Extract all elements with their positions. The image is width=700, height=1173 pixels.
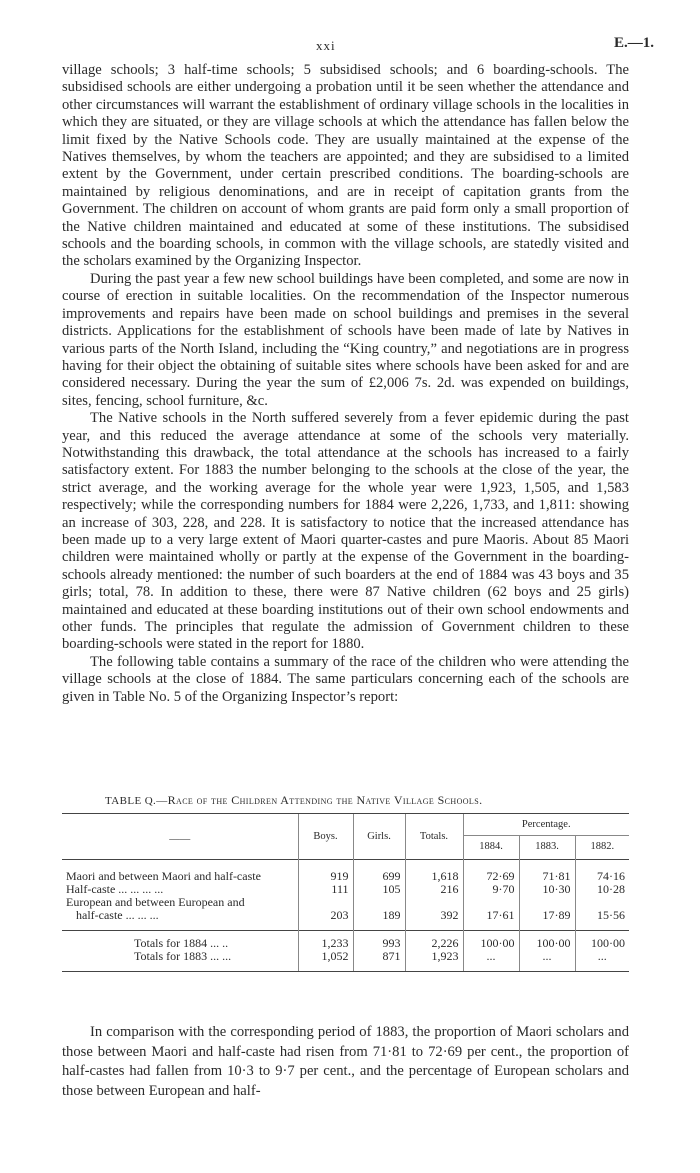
total-label: Totals for 1883 ... ... xyxy=(62,950,298,972)
cell-pct-1883: 71·81 xyxy=(519,860,575,884)
cell-pct-1882: ... xyxy=(575,950,629,972)
header-year: 1884. xyxy=(463,836,519,860)
cell-totals: 1,923 xyxy=(405,950,463,972)
row-label-line: half-caste ... ... ... xyxy=(76,908,159,922)
paragraph: The Native schools in the North suffered severely from a fever epidemic during the past year, and this reduced the average attendance at some of the schools very materially. Notwithstanding this drawback, the total attendance at the schools has increased to a fairly satisfactory extent. For 1883 the number belonging to the schools at the close of the year, the strict average, and the working average for the whole year were 1,923, 1,505, and 1,583 respectively; while the corresponding numbers for 1884 were 2,226, 1,733, and 1,811: showing an increase of 303, 228, and 228. It is satisfactory to notice that the increased attendance has been made up to a very large extent of Maori quarter-castes and pure Maoris. About 85 Maori children were maintained wholly or partly at the expense of the Government in the boarding-schools already mentioned: the number of such boarders at the end of 1884 was 43 boys and 35 girls; total, 78. In addition to these, there were 87 Native children (62 boys and 25 girls) maintained and educated at these boarding institutions out of their own school endowments and other funds. The principles that regulate the admission of Government children to these boarding-schools were stated in the report for 1880. xyxy=(62,410,629,653)
cell-totals: 1,618 xyxy=(405,860,463,884)
cell-totals: 2,226 xyxy=(405,931,463,951)
cell-pct-1884: 100·00 xyxy=(463,931,519,951)
cell-girls: 105 xyxy=(353,883,405,896)
row-label: Half-caste ... ... ... ... xyxy=(66,882,164,896)
cell-girls: 189 xyxy=(353,896,405,931)
cell-pct-1882: 100·00 xyxy=(575,931,629,951)
closing-text xyxy=(62,1023,629,1101)
row-label: Maori and between Maori and half-caste xyxy=(62,860,298,884)
cell-pct-1882: 15·56 xyxy=(575,896,629,931)
header-dash: —— xyxy=(62,814,298,860)
cell-pct-1883: 10·30 xyxy=(519,883,575,896)
cell-girls: 993 xyxy=(353,931,405,951)
paragraph: The following table contains a summary of the race of the children who were attending the village schools at the close of 1884. The same particulars concerning each of the schools are given in Table No. 5 of the Organizing Inspector’s report: xyxy=(62,653,629,705)
cell-pct-1883: 17·89 xyxy=(519,896,575,931)
cell-pct-1883: 100·00 xyxy=(519,931,575,951)
paragraph: In comparison with the corresponding period of 1883, the proportion of Maori scholars and those between Maori and half-caste had risen from 71·81 to 72·69 per cent., the proportion of half-castes had fallen from 10·3 to 9·7 per cent., and the percentage of European scholars and those between European and half- xyxy=(62,1024,629,1099)
table-caption-label: TABLE Q.— xyxy=(105,795,168,807)
cell-pct-1882: 10·28 xyxy=(575,883,629,896)
cell-pct-1884: 72·69 xyxy=(463,860,519,884)
paragraph: village schools; 3 half-time schools; 5 subsidised schools; and 6 boarding-schools. The subsidised schools are either undergoing a probation until it be seen whether the attendance and other circumstances will warrant the establishment of ordinary village schools in the localities in which they are situated, or they are village schools at which the attendance has fallen below the limit fixed by the Native Schools code. They are usually maintained at the expense of the Natives themselves, by whom the teachers are appointed; and they are subsidised to a limited extent by the Government, under certain prescribed conditions. The boarding-schools are maintained by religious denominations, and are in receipt of capitation grants from the Government. The children on account of whom grants are paid form only a small proportion of the Native children maintained and educated at some of these institutions. The subsidised schools and the boarding schools, in common with the village schools, are statedly visited and the scholars examined by the Organizing Inspector. xyxy=(62,62,629,270)
table-total-row xyxy=(62,950,629,972)
header-totals: Totals. xyxy=(405,814,463,860)
total-label: Totals for 1884 ... .. xyxy=(62,931,298,951)
table-row xyxy=(62,896,629,931)
cell-boys: 1,052 xyxy=(298,950,353,972)
table-caption xyxy=(105,793,482,808)
table-total-row xyxy=(62,931,629,951)
row-label-line: European and between European and xyxy=(66,895,245,909)
race-table xyxy=(62,813,629,972)
cell-pct-1884: 17·61 xyxy=(463,896,519,931)
cell-boys: 111 xyxy=(298,883,353,896)
cell-totals: 392 xyxy=(405,896,463,931)
header-percentage: Percentage. xyxy=(463,814,629,836)
table-header-row xyxy=(62,814,629,836)
row-label xyxy=(62,896,298,931)
table-caption-title: Race of the Children Attending the Native Village Schools. xyxy=(167,793,483,807)
document-reference: E.—1. xyxy=(613,35,654,51)
cell-pct-1884: 9·70 xyxy=(463,883,519,896)
cell-totals: 216 xyxy=(405,883,463,896)
header-year: 1882. xyxy=(575,836,629,860)
table-row xyxy=(62,860,629,884)
paragraph: During the past year a few new school buildings have been completed, and some are now in course of erection in suitable localities. On the recommendation of the Inspector numerous improvements and repairs have been made on school buildings and premises in the several districts. Applications for the establishment of schools have been made of late by Natives in various parts of the North Island, including the “King country,” and negotiations are in progress having for their object the obtaining of suitable sites where schools have been asked for and are considered necessary. During the year the sum of £2,006 7s. 2d. was expended on buildings, sites, fencing, school furniture, &c. xyxy=(62,270,629,409)
cell-girls: 871 xyxy=(353,950,405,972)
cell-girls: 699 xyxy=(353,860,405,884)
cell-pct-1883: ... xyxy=(519,950,575,972)
header-year: 1883. xyxy=(519,836,575,860)
cell-boys: 919 xyxy=(298,860,353,884)
cell-pct-1884: ... xyxy=(463,950,519,972)
header-boys: Boys. xyxy=(298,814,353,860)
cell-boys: 1,233 xyxy=(298,931,353,951)
header-girls: Girls. xyxy=(353,814,405,860)
page-number: xxi xyxy=(316,38,336,53)
cell-boys: 203 xyxy=(298,896,353,931)
body-text xyxy=(62,62,629,706)
cell-pct-1882: 74·16 xyxy=(575,860,629,884)
